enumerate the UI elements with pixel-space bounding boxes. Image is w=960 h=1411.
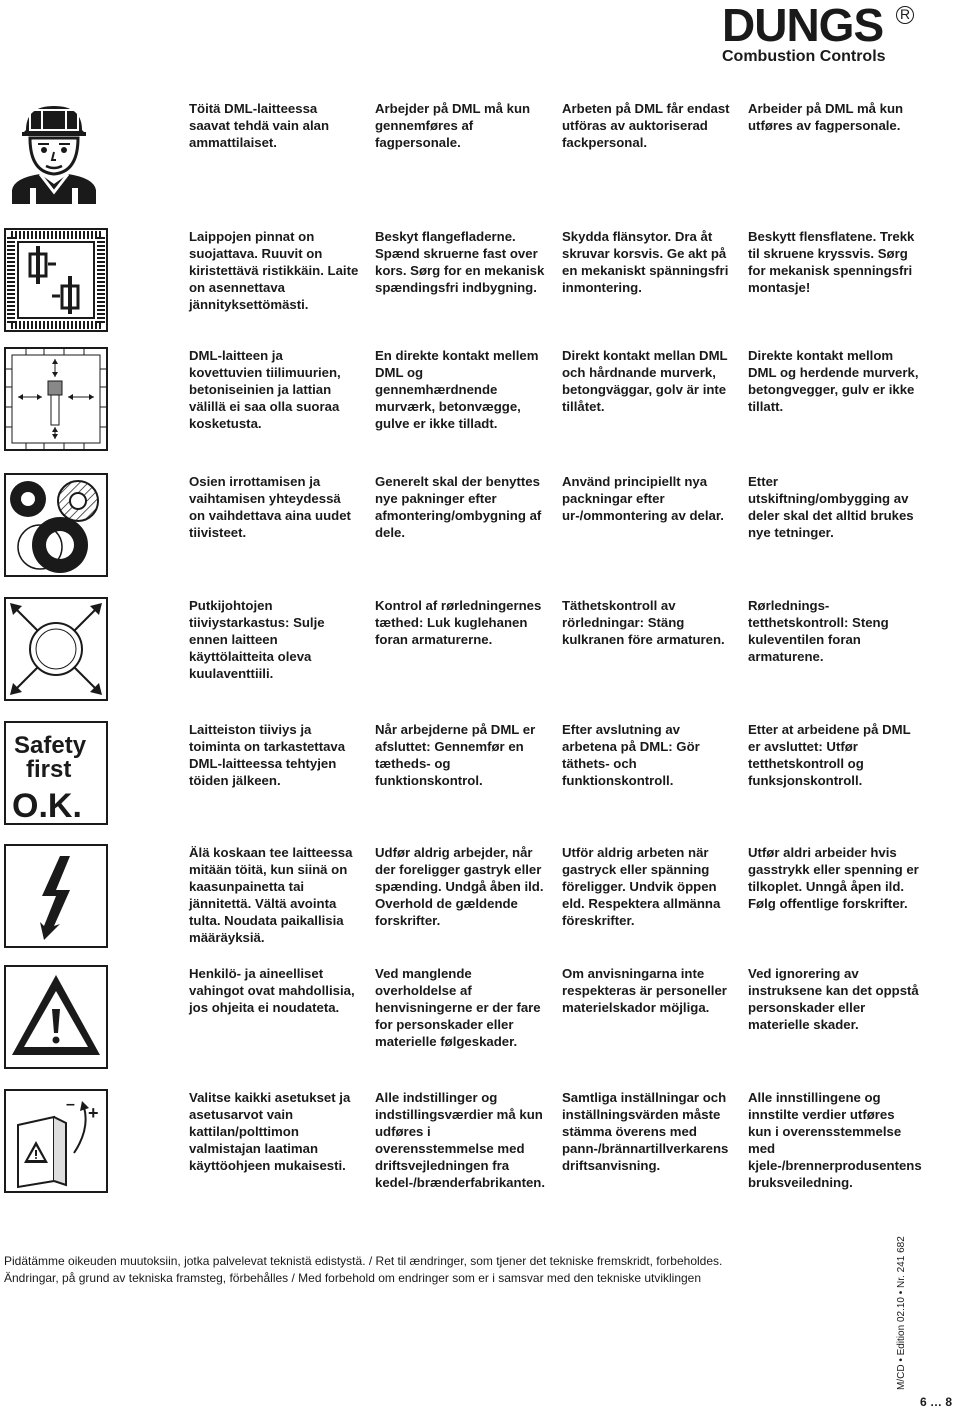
text-sv: Använd principiellt nya packningar efter ur-/ommontering av delar. (562, 474, 724, 523)
footer-disclaimer (4, 1253, 884, 1287)
text-fi: Älä koskaan tee laitteessa mitään töitä, kun siinä on kaasunpainetta tai jännitettä. Vältä avointa tulta. Noudata paikallisia määräyksiä. (189, 845, 353, 945)
text-sv: Efter avslutning av arbetena på DML: Gör täthets- och funktionskontroll. (562, 722, 700, 788)
text-sv: Skydda flänsytor. Dra åt skruvar korsvis. Ge akt på en mekaniskt spänningsfri inmontering. (562, 229, 729, 295)
wall-clearance-icon (4, 347, 108, 451)
text-da: Alle indstillinger og indstillingsværdier må kun udføres i overensstemmelse med driftsvejledningen fra kedel-/brænderfabrikanten. (375, 1090, 546, 1190)
text-no: Direkte kontakt mellom DML og herdende murverk, betongvegger, gulv er ikke tillatt. (748, 348, 919, 414)
dungs-logo (722, 0, 911, 66)
edition-number: M/CD • Edition 02.10 • Nr. 241 682 (896, 1236, 907, 1390)
footer-line-2: Ändringar, på grund av tekniska framsteg, förbehålles / Med forbehold om endringer som er i samsvar med den tekniske utviklingen (4, 1271, 702, 1285)
text-fi: Töitä DML-laitteessa saavat tehdä vain alan ammattilaiset. (189, 101, 330, 150)
text-no: Beskytt flensflatene. Trekk til skruene kryssvis. Sørg for mekanisk spenningsfri montasje! (748, 229, 915, 295)
text-no: Etter utskiftning/ombygging av deler skal det alltid brukes nye tetninger. (748, 474, 914, 540)
text-da: Ved manglende overholdelse af henvisningerne er der fare for personskader eller materielle følgeskader. (375, 966, 541, 1049)
registered-mark: R (896, 6, 914, 24)
text-sv: Samtliga inställningar och inställningsvärden måste stämma överens med pann-/brännartillverkarens driftsanvisning. (562, 1090, 729, 1173)
text-sv: Täthetskontroll av rörledningar: Stäng kulkranen före armaturen. (562, 598, 725, 647)
text-da: Kontrol af rørledningernes tæthed: Luk kuglehanen foran armaturerne. (375, 598, 542, 647)
text-fi: DML-laitteen ja kovettuvien tiilimuurien, betoniseinien ja lattian välillä ei saa olla suoraa kosketusta. (189, 348, 341, 431)
text-da: En direkte kontakt mellem DML og gennemhærdnende murværk, betonvægge, gulve er ikke tilladt. (375, 348, 539, 431)
plus-sign: + (88, 1103, 99, 1123)
text-sv: Om anvisningarna inte respekteras är personeller materielskador möjliga. (562, 966, 727, 1015)
text-fi: Valitse kaikki asetukset ja asetusarvot vain kattilan/polttimon valmistajan laatiman käyttöohjeen mukaisesti. (189, 1090, 351, 1173)
text-no: Alle innstillingene og innstilte verdier utføres kun i overensstemmelse med kjele-/brennerprodusentens bruksveiledning. (748, 1090, 922, 1190)
logo-subtitle: Combustion Controls (722, 48, 886, 65)
text-no: Rørlednings-tetthetskontroll: Steng kuleventilen foran armaturene. (748, 598, 889, 664)
text-sv: Direkt kontakt mellan DML och hårdnande murverk, betongväggar, golv är inte tillåtet. (562, 348, 728, 414)
logo-wordmark: DUNGS (722, 0, 884, 51)
high-voltage-icon (4, 844, 108, 948)
flange-screws-icon (4, 228, 108, 332)
text-no: Utfør aldri arbeider hvis gasstrykk eller spenning er tilkoplet. Unngå åpen ild. Følg offentlige forskrifter. (748, 845, 919, 911)
text-sv: Arbeten på DML får endast utföras av auktoriserad fackpersonal. (562, 101, 730, 150)
gaskets-icon (4, 473, 108, 577)
worker-icon (4, 100, 108, 204)
text-fi: Putkijohtojen tiiviystarkastus: Sulje ennen laitteen käyttölaitteita oleva kuulaventtiili. (189, 598, 325, 681)
text-da: Generelt skal der benyttes nye pakninger efter afmontering/ombygning af dele. (375, 474, 542, 540)
text-fi: Henkilö- ja aineelliset vahingot ovat mahdollisia, jos ohjeita ei noudateta. (189, 966, 355, 1015)
text-no: Etter at arbeidene på DML er avsluttet: Utfør tetthetskontroll og funksjonskontroll. (748, 722, 911, 788)
footer-line-1: Pidätämme oikeuden muutoksiin, jotka palvelevat teknistä edistystä. / Ret til ændringer, som tjener det tekniske fremskridt, forbeholdes. (4, 1254, 723, 1268)
text-no: Arbeider på DML må kun utføres av fagpersonale. (748, 101, 904, 133)
text-sv: Utför aldrig arbeten när gastryck eller spänning föreligger. Undvik öppen eld. Respektera allmänna föreskrifter. (562, 845, 721, 928)
warning-triangle-icon (4, 965, 108, 1069)
text-fi: Laippojen pinnat on suojattava. Ruuvit on kiristettävä ristikkäin. Laite on asennettava jännityksettömästi. (189, 229, 359, 312)
text-fi: Osien irrottamisen ja vaihtamisen yhteydessä on vaihdettava aina uudet tiivisteet. (189, 474, 351, 540)
safety-sign-line1: Safety (14, 732, 87, 759)
text-da: Beskyt flangefladerne. Spænd skruerne fast over kors. Sørg for en mekanisk spændingsfri indbygning. (375, 229, 545, 295)
page-number: 6 … 8 (920, 1395, 953, 1409)
text-da: Udfør aldrig arbejder, når der foreligger gastryk eller spænding. Undgå åben ild. Overhold de gældende forskrifter. (375, 845, 544, 928)
text-da: Når arbejderne på DML er afsluttet: Gennemfør en tætheds- og funktionskontrol. (375, 722, 536, 788)
safety-sign-line3: O.K. (12, 787, 82, 825)
text-da: Arbejder på DML må kun gennemføres af fagpersonale. (375, 101, 531, 150)
safety-first-icon (4, 721, 108, 825)
manual-settings-icon (4, 1089, 108, 1193)
text-no: Ved ignorering av instruksene kan det oppstå personskader eller materielle skader. (748, 966, 919, 1032)
safety-sign-line2: first (26, 756, 72, 783)
pipe-leak-test-icon (4, 597, 108, 701)
text-fi: Laitteiston tiiviys ja toiminta on tarkastettava DML-laitteessa tehtyjen töiden jälkeen. (189, 722, 346, 788)
minus-sign: – (66, 1096, 75, 1113)
